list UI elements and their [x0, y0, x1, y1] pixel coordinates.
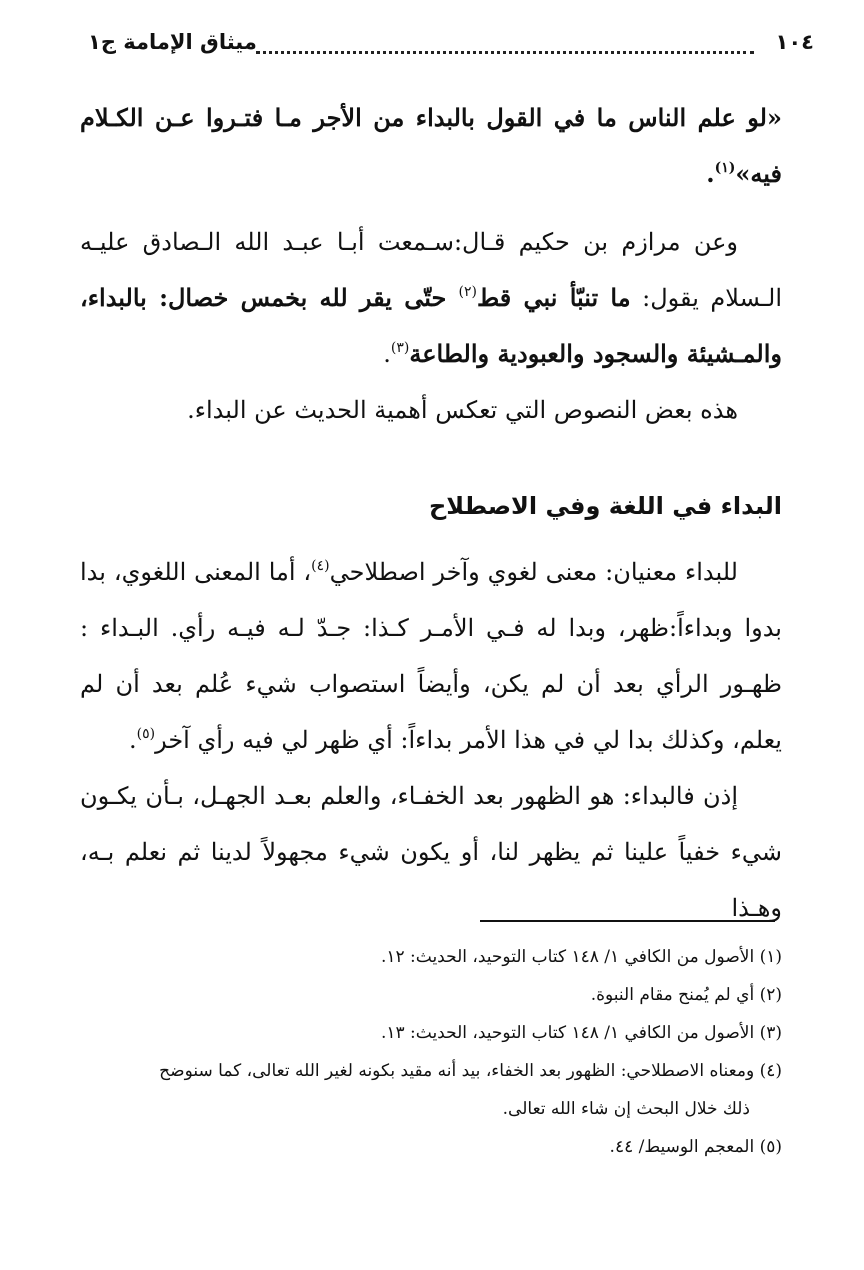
footnote-ref-4: (٤): [311, 558, 330, 574]
conclusion-paragraph: إذن فالبداء: هو الظهور بعد الخفـاء، والعلم بعـد الجهـل، بـأن يكـون شيء خفياً علينا ثم يظهر لنا، أو يكون شيء مجهولاً لدينا ثم نعلم بـه، وهـذا: [80, 782, 782, 922]
footnote-separator: [480, 920, 775, 922]
footnote-4: (٤) ومعناه الاصطلاحي: الظهور بعد الخفاء، بيد أنه مقيد بكونه لغير الله تعالى، كما سنوضح: [159, 1061, 782, 1081]
footnote-3: (٣) الأصول من الكافي ١/ ١٤٨ كتاب التوحيد، الحديث: ١٣.: [380, 1023, 782, 1043]
quote-text: «لو علم الناس ما في القول بالبداء من الأجر مـا فتـروا عـن الكـلام فيه»: [80, 103, 782, 188]
footnote-5: (٥) المعجم الوسيط/ ٤٤.: [609, 1137, 782, 1157]
narration-end: .: [383, 340, 391, 368]
footnote-ref-1: (١): [714, 160, 736, 176]
narration-bold-1: ما تنبّأ نبي قط: [477, 283, 631, 312]
quote-paragraph: [80, 90, 782, 202]
summary-paragraph: هذه بعض النصوص التي تعكس أهمية الحديث عن البداء.: [187, 396, 738, 424]
definition-end: .: [128, 726, 137, 754]
header-dotted-leader: [256, 51, 754, 54]
section-heading: البداء في اللغة وفي الاصطلاح: [428, 492, 782, 520]
page-number: ١٠٤: [775, 30, 814, 54]
footnote-ref-5: (٥): [136, 726, 156, 742]
footnote-4-continued: ذلك خلال البحث إن شاء الله تعالى.: [502, 1099, 750, 1119]
definition-paragraph: [80, 544, 782, 768]
footnote-ref-3: (٣): [390, 340, 410, 356]
footnote-1: (١) الأصول من الكافي ١/ ١٤٨ كتاب التوحيد، الحديث: ١٢.: [380, 947, 782, 967]
footnote-ref-2: (٢): [458, 284, 478, 300]
narration-bold-2: حتّى يقر لله بخمس خصال: بالبداء، والمـشيئة والسجود والعبودية والطاعة: [80, 283, 782, 368]
narration-paragraph: [80, 214, 782, 382]
body-block-2: [80, 544, 782, 936]
definition-part-1: للبداء معنيان: معنى لغوي وآخر اصطلاحي: [329, 558, 738, 586]
definition-part-2: ، أما المعنى اللغوي، بدا بدوا وبداءاً:ظهر، وبدا له فـي الأمـر كـذا: جـدّ لـه فيـه رأي. البـداء : ظهـور الرأي بعد أن لم يكن، وأيضاً استصواب شيء عُلم بعد أن لم يعلم، وكذلك بدا لي في هذا الأمر بداءاً: أي ظهر لي فيه رأي آخر: [80, 558, 782, 754]
footnote-2: (٢) أي لم يُمنح مقام النبوة.: [590, 985, 782, 1005]
footnotes: [80, 938, 782, 1166]
book-title: ميثاق الإمامة ج١: [88, 30, 257, 54]
body-block-1: [80, 90, 782, 438]
running-header: [88, 30, 814, 64]
narration-intro: وعن مرازم بن حكيم قـال:سـمعت أبـا عبـد الله الـصادق عليـه الـسلام يقول:: [80, 228, 783, 312]
quote-end: .: [706, 159, 715, 188]
